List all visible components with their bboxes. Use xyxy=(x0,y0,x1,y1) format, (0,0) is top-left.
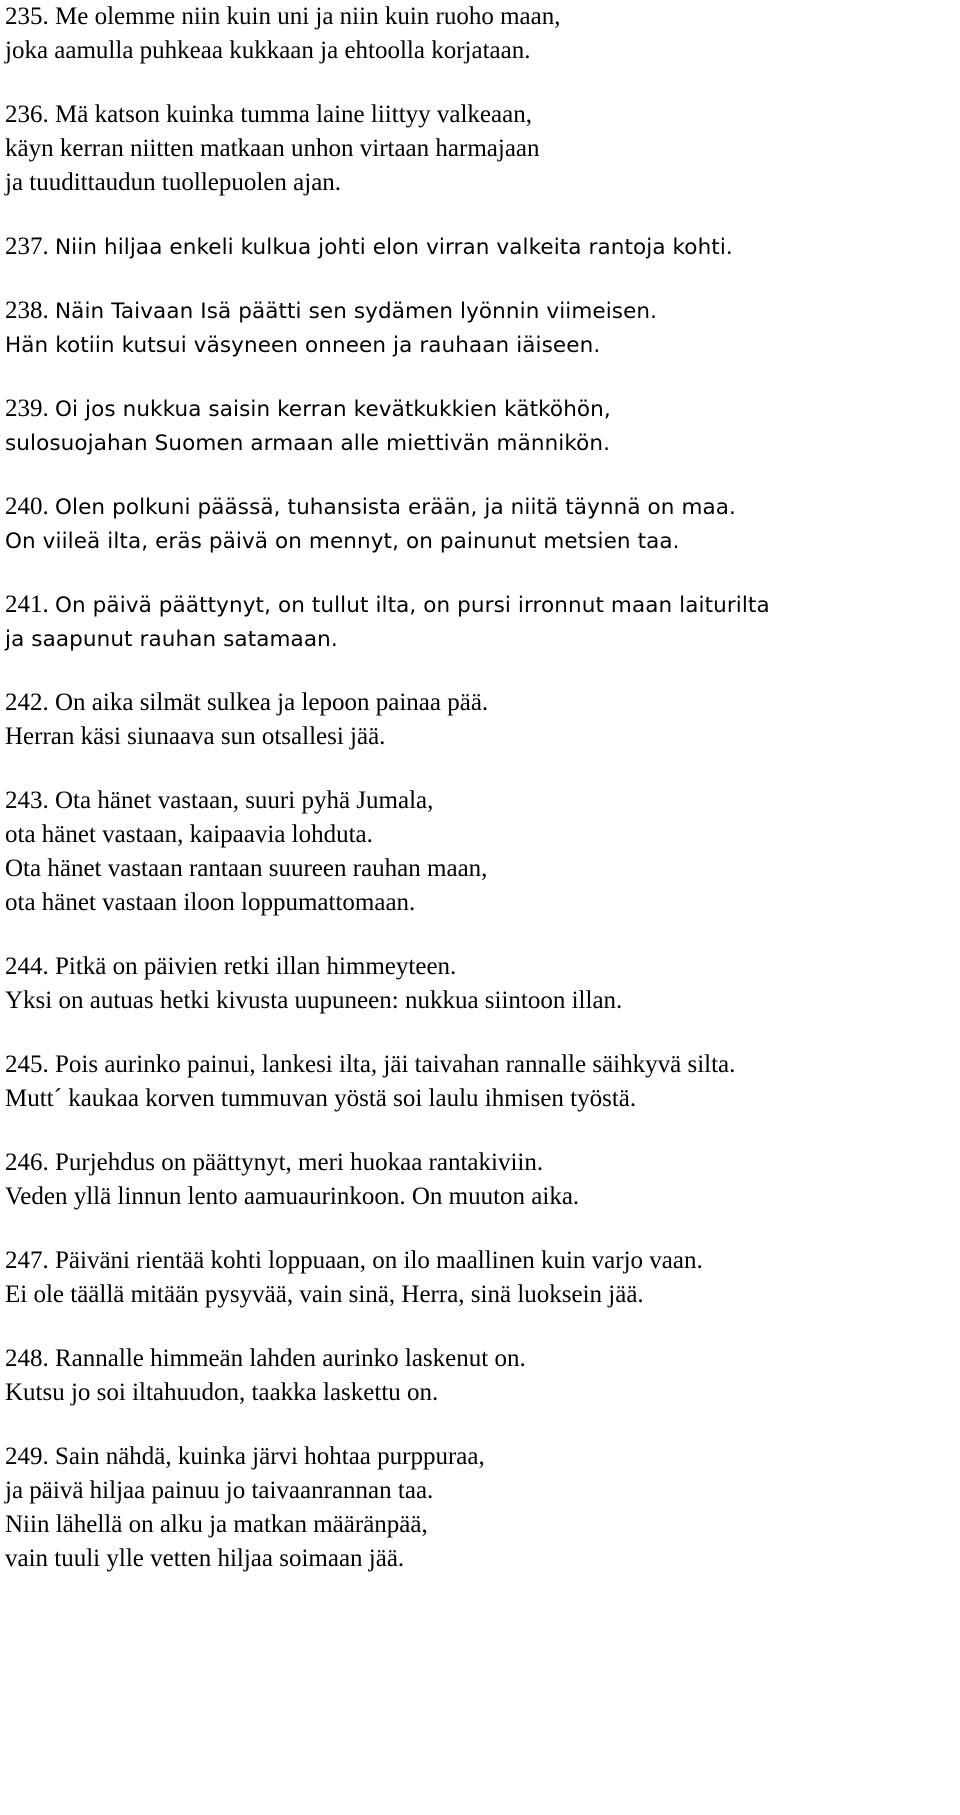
verse-number: 245. xyxy=(5,1051,49,1078)
verse xyxy=(5,0,955,68)
verse-line xyxy=(5,1146,955,1180)
verse-number: 244. xyxy=(5,953,49,980)
verse-text: ota hänet vastaan iloon loppumattomaan. xyxy=(5,889,416,916)
verse-text: Pitkä on päivien retki illan himmeyteen. xyxy=(55,953,457,980)
verse-text: Veden yllä linnun lento aamuaurinkoon. On muuton aika. xyxy=(5,1183,580,1210)
verse xyxy=(5,1146,955,1214)
verse-text: Niin lähellä on alku ja matkan määränpää, xyxy=(5,1511,428,1538)
verse-text: sulosuojahan Suomen armaan alle miettivän männikön. xyxy=(5,431,611,456)
verse-text: Mä katson kuinka tumma laine liittyy valkeaan, xyxy=(55,101,532,128)
verse-number: 241. xyxy=(5,591,49,618)
memorial-verses-page xyxy=(5,0,955,1606)
verse-line xyxy=(5,1278,955,1312)
verse xyxy=(5,98,955,200)
verse-number: 247. xyxy=(5,1247,49,1274)
verse-line xyxy=(5,784,955,818)
verse xyxy=(5,588,955,656)
verse-text: Purjehdus on päättynyt, meri huokaa rantakiviin. xyxy=(55,1149,544,1176)
verse-line xyxy=(5,132,955,166)
verse-number: 248. xyxy=(5,1345,49,1372)
verse-line xyxy=(5,720,955,754)
verse-text: Mutt´ kaukaa korven tummuvan yöstä soi laulu ihmisen työstä. xyxy=(5,1085,637,1112)
verse-line xyxy=(5,818,955,852)
verse xyxy=(5,1244,955,1312)
verse-line xyxy=(5,1342,955,1376)
verse-line xyxy=(5,886,955,920)
verse-line xyxy=(5,1376,955,1410)
verse-text: Olen polkuni päässä, tuhansista erään, ja niitä täynnä on maa. xyxy=(55,495,736,520)
verse xyxy=(5,1048,955,1116)
verse-number: 235. xyxy=(5,3,49,30)
verse-line xyxy=(5,392,955,426)
verse-text: Ota hänet vastaan, suuri pyhä Jumala, xyxy=(55,787,434,814)
verse-number: 243. xyxy=(5,787,49,814)
verse-number: 249. xyxy=(5,1443,49,1470)
verse-text: Rannalle himmeän lahden aurinko laskenut on. xyxy=(55,1345,526,1372)
verse-number: 236. xyxy=(5,101,49,128)
verse-text: Kutsu jo soi iltahuudon, taakka laskettu on. xyxy=(5,1379,439,1406)
verse xyxy=(5,294,955,362)
verse-text: Pois aurinko painui, lankesi ilta, jäi taivahan rannalle säihkyvä silta. xyxy=(55,1051,736,1078)
verse-line xyxy=(5,1440,955,1474)
verse-number: 242. xyxy=(5,689,49,716)
verse-number: 238. xyxy=(5,297,49,324)
verse-line xyxy=(5,490,955,524)
verse-line xyxy=(5,328,955,362)
verse-text: On päivä päättynyt, on tullut ilta, on pursi irronnut maan laiturilta xyxy=(55,593,770,618)
verse-line xyxy=(5,98,955,132)
verse-line xyxy=(5,1244,955,1278)
verse-line xyxy=(5,686,955,720)
verse-text: Niin hiljaa enkeli kulkua johti elon virran valkeita rantoja kohti. xyxy=(55,235,733,260)
verse-text: Herran käsi siunaava sun otsallesi jää. xyxy=(5,723,386,750)
verse-number: 240. xyxy=(5,493,49,520)
verse-number: 239. xyxy=(5,395,49,422)
verse-line xyxy=(5,294,955,328)
verse-line xyxy=(5,1082,955,1116)
verse-text: Hän kotiin kutsui väsyneen onneen ja rauhaan iäiseen. xyxy=(5,333,601,358)
verse-text: On aika silmät sulkea ja lepoon painaa pää. xyxy=(55,689,489,716)
verse-number: 237. xyxy=(5,233,49,260)
verse xyxy=(5,490,955,558)
verse-line xyxy=(5,34,955,68)
verse-text: Yksi on autuas hetki kivusta uupuneen: nukkua siintoon illan. xyxy=(5,987,623,1014)
verse-text: ota hänet vastaan, kaipaavia lohduta. xyxy=(5,821,373,848)
verse xyxy=(5,1342,955,1410)
verse-text: ja saapunut rauhan satamaan. xyxy=(5,627,338,652)
verse-line xyxy=(5,984,955,1018)
verse-line xyxy=(5,1508,955,1542)
verse-text: Ei ole täällä mitään pysyvää, vain sinä, Herra, sinä luoksein jää. xyxy=(5,1281,644,1308)
verse-line xyxy=(5,622,955,656)
verse-text: joka aamulla puhkeaa kukkaan ja ehtoolla korjataan. xyxy=(5,37,531,64)
verse-line xyxy=(5,588,955,622)
verse-text: Sain nähdä, kuinka järvi hohtaa purppuraa, xyxy=(55,1443,485,1470)
verse xyxy=(5,230,955,264)
verse xyxy=(5,1440,955,1576)
verse-line xyxy=(5,0,955,34)
verse-text: Ota hänet vastaan rantaan suureen rauhan maan, xyxy=(5,855,488,882)
verse xyxy=(5,950,955,1018)
verse-text: ja päivä hiljaa painuu jo taivaanrannan taa. xyxy=(5,1477,434,1504)
verse-number: 246. xyxy=(5,1149,49,1176)
verse-line xyxy=(5,852,955,886)
verse-line xyxy=(5,1474,955,1508)
verse-text: Päiväni rientää kohti loppuaan, on ilo maallinen kuin varjo vaan. xyxy=(55,1247,703,1274)
verse-line xyxy=(5,524,955,558)
verse-text: käyn kerran niitten matkaan unhon virtaan harmajaan xyxy=(5,135,540,162)
verse-text: ja tuudittaudun tuollepuolen ajan. xyxy=(5,169,342,196)
verse-text: Me olemme niin kuin uni ja niin kuin ruoho maan, xyxy=(55,3,561,30)
verse-text: vain tuuli ylle vetten hiljaa soimaan jää. xyxy=(5,1545,405,1572)
verse-text: Näin Taivaan Isä päätti sen sydämen lyönnin viimeisen. xyxy=(55,299,658,324)
verse-line xyxy=(5,1180,955,1214)
verse xyxy=(5,784,955,920)
verse-line xyxy=(5,1048,955,1082)
verse-line xyxy=(5,230,955,264)
verse xyxy=(5,686,955,754)
verse-text: On viileä ilta, eräs päivä on mennyt, on painunut metsien taa. xyxy=(5,529,680,554)
verse xyxy=(5,392,955,460)
verse-text: Oi jos nukkua saisin kerran kevätkukkien kätköhön, xyxy=(55,397,611,422)
verse-line xyxy=(5,950,955,984)
verse-line xyxy=(5,1542,955,1576)
verse-line xyxy=(5,166,955,200)
verse-line xyxy=(5,426,955,460)
